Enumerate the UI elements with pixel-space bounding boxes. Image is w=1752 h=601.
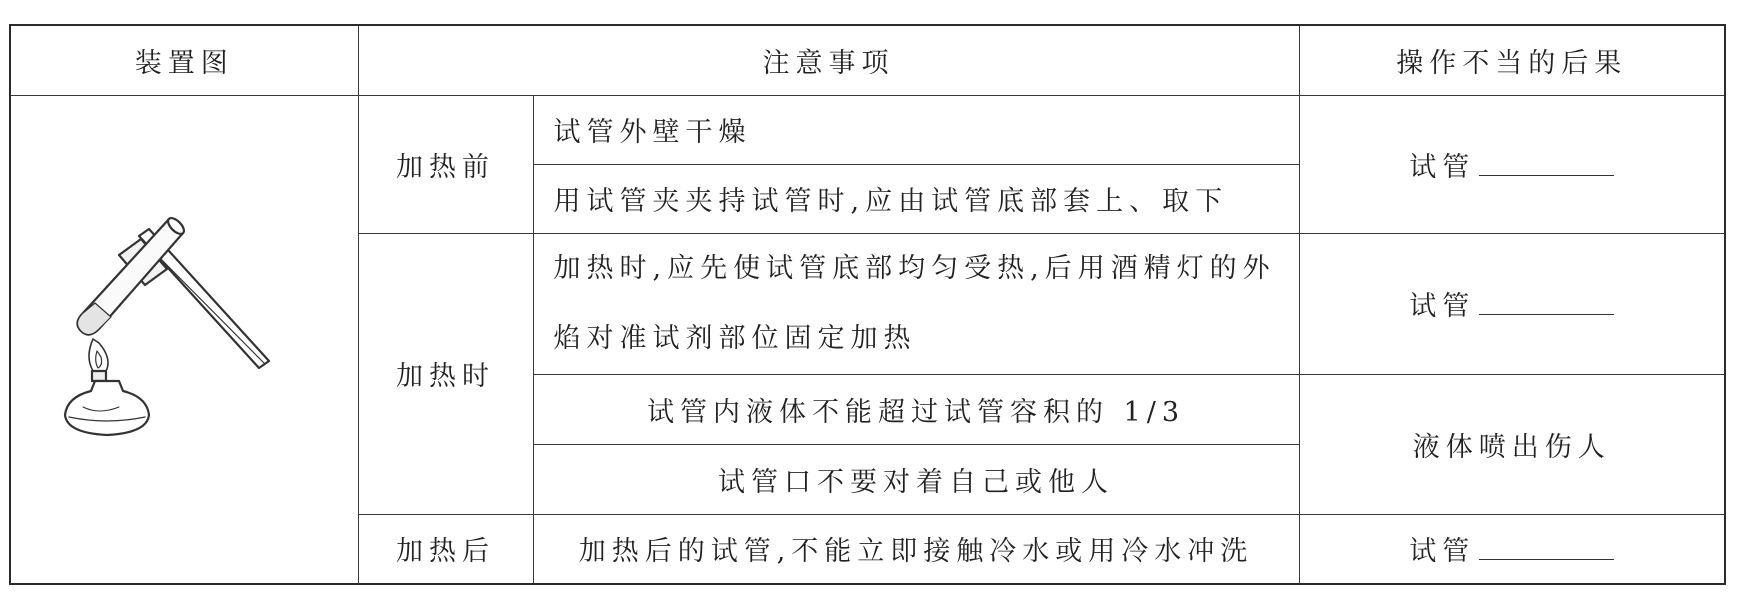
answer-blank xyxy=(1479,149,1614,176)
note-cell: 用试管夹夹持试管时,应由试管底部套上、取下 xyxy=(533,164,1299,233)
header-precautions: 注意事项 xyxy=(358,25,1299,95)
note-cell: 试管口不要对着自己或他人 xyxy=(533,444,1299,514)
header-consequences: 操作不当的后果 xyxy=(1299,25,1725,95)
consequence-text: 试管 xyxy=(1409,151,1476,183)
test-tube-heating-icon xyxy=(59,211,309,461)
header-row xyxy=(10,25,1725,95)
stage-before: 加热前 xyxy=(358,95,533,233)
header-apparatus: 装置图 xyxy=(10,25,358,95)
consequence-text: 试管 xyxy=(1409,291,1476,322)
table-row xyxy=(10,95,1725,164)
note-cell: 试管外壁干燥 xyxy=(533,95,1299,164)
note-cell: 加热后的试管,不能立即接触冷水或用冷水冲洗 xyxy=(533,514,1299,584)
answer-blank xyxy=(1479,533,1614,560)
note-cell: 试管内液体不能超过试管容积的 1/3 xyxy=(533,374,1299,444)
apparatus-figure-cell xyxy=(10,95,358,584)
precautions-table xyxy=(9,24,1726,585)
answer-blank xyxy=(1479,288,1614,315)
consequence-cell xyxy=(1299,95,1725,233)
note-cell: 加热时,应先使试管底部均匀受热,后用酒精灯的外焰对准试剂部位固定加热 xyxy=(533,233,1299,374)
consequence-cell xyxy=(1299,514,1725,584)
stage-during: 加热时 xyxy=(358,233,533,514)
stage-after: 加热后 xyxy=(358,514,533,584)
consequence-cell xyxy=(1299,233,1725,374)
consequence-text: 试管 xyxy=(1409,536,1476,568)
consequence-cell: 液体喷出伤人 xyxy=(1299,374,1725,514)
